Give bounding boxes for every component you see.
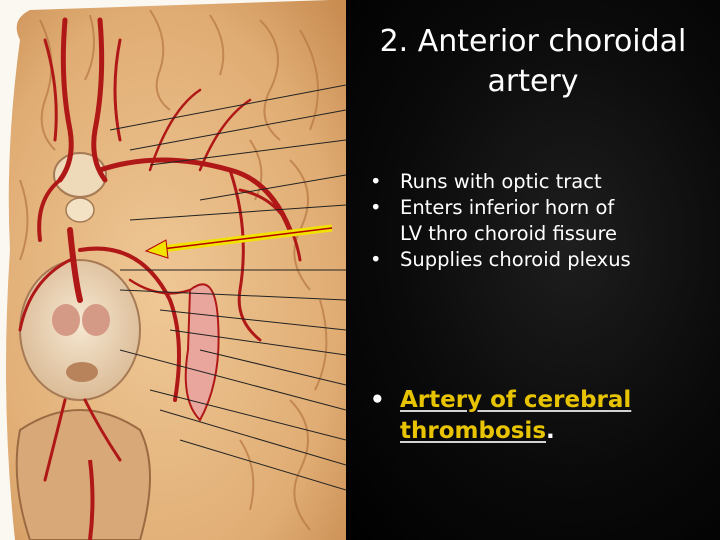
bullet-item: [364, 195, 631, 247]
bullet-item: [364, 247, 631, 273]
emphasis-bullet-item: [364, 385, 631, 447]
bullet-text: Enters inferior horn of: [400, 196, 615, 219]
bullet-list: [364, 169, 631, 273]
bullet-dot-icon: •: [370, 196, 382, 219]
bullet-dot-icon: •: [370, 248, 382, 271]
bullet-text: Runs with optic tract: [400, 170, 602, 193]
emphasis-period: .: [546, 418, 555, 444]
slide-title-line: artery: [487, 64, 579, 99]
emphasis-text: Artery of cerebral: [400, 387, 632, 413]
brain-base-arteries-illustration: [0, 0, 346, 540]
bullet-text: LV thro choroid fissure: [400, 222, 618, 245]
slide-title: [346, 22, 720, 102]
emphasis-bullet-list: [364, 385, 631, 447]
emphasis-text: thrombosis: [400, 418, 547, 444]
bullet-item: [364, 169, 631, 195]
bullet-dot-icon: •: [370, 387, 385, 413]
bullet-text: Supplies choroid plexus: [400, 248, 631, 271]
slide-title-line: 2. Anterior choroidal: [379, 24, 687, 59]
bullet-dot-icon: •: [370, 170, 382, 193]
